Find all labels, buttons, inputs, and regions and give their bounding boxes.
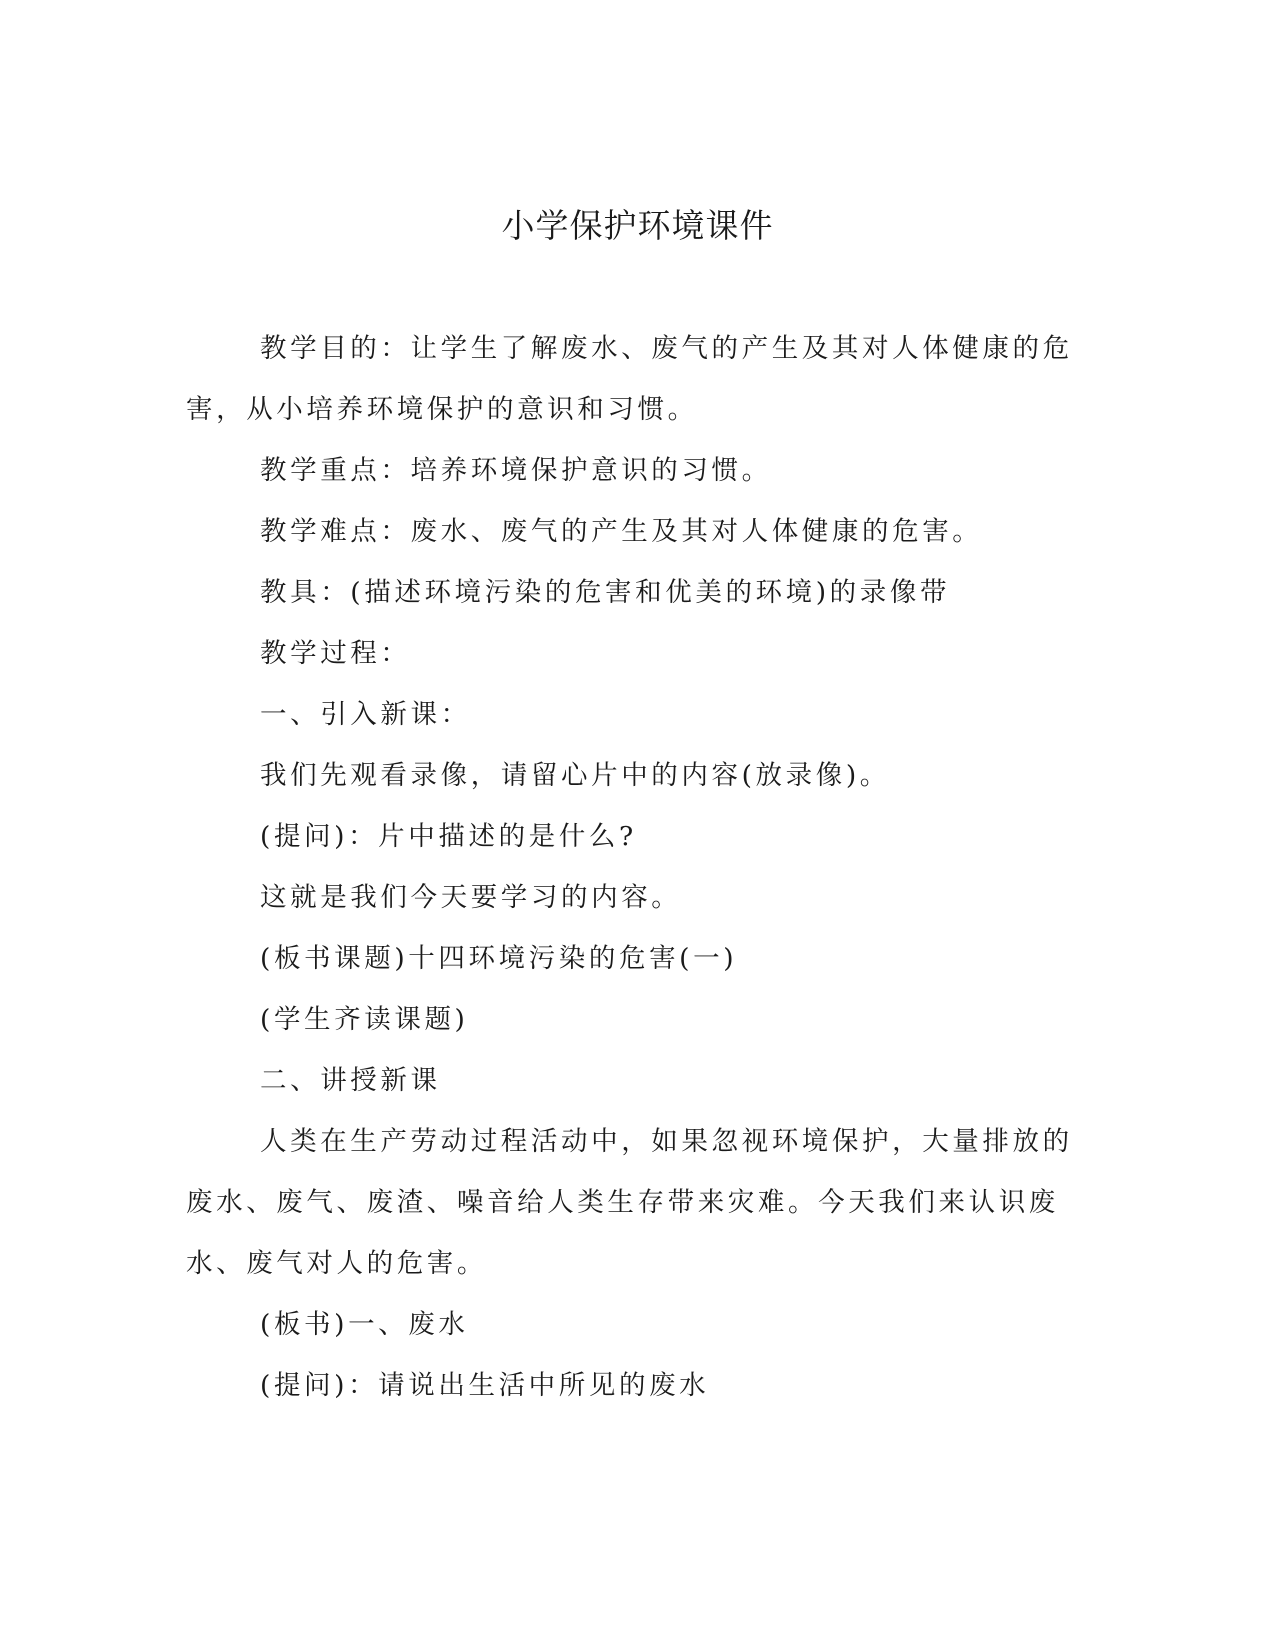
- paragraph-watch-video: 我们先观看录像，请留心片中的内容(放录像)。: [260, 760, 890, 791]
- paragraph-students-read: (学生齐读课题): [260, 1004, 469, 1035]
- paragraph-board-wastewater: (板书)一、废水: [260, 1309, 469, 1340]
- paragraph-teaching-aids: 教具：(描述环境污染的危害和优美的环境)的录像带: [260, 577, 951, 608]
- document-body: [186, 318, 1076, 1416]
- paragraph-teaching-focus: 教学重点：培养环境保护意识的习惯。: [260, 455, 772, 486]
- paragraph-question-wastewater: (提问)：请说出生活中所见的废水: [260, 1370, 710, 1401]
- paragraph-board-title: (板书课题)十四环境污染的危害(一): [260, 943, 738, 974]
- paragraph-human-activity: 人类在生产劳动过程活动中，如果忽视环境保护，大量排放的废水、废气、废渣、噪音给人类生存带来灾难。今天我们来认识废水、废气对人的危害。: [186, 1126, 1073, 1279]
- paragraph-section-one-heading: 一、引入新课：: [260, 699, 471, 730]
- paragraph-teaching-difficulty: 教学难点：废水、废气的产生及其对人体健康的危害。: [260, 516, 983, 547]
- paragraph-section-two-heading: 二、讲授新课: [260, 1065, 441, 1096]
- paragraph-today-content: 这就是我们今天要学习的内容。: [260, 882, 682, 913]
- paragraph-teaching-process: 教学过程：: [260, 638, 411, 669]
- document-title: 小学保护环境课件: [501, 206, 774, 245]
- paragraph-question-video: (提问)：片中描述的是什么?: [260, 821, 637, 852]
- paragraph-teaching-objective: 教学目的：让学生了解废水、废气的产生及其对人体健康的危害，从小培养环境保护的意识和习惯。: [186, 333, 1073, 425]
